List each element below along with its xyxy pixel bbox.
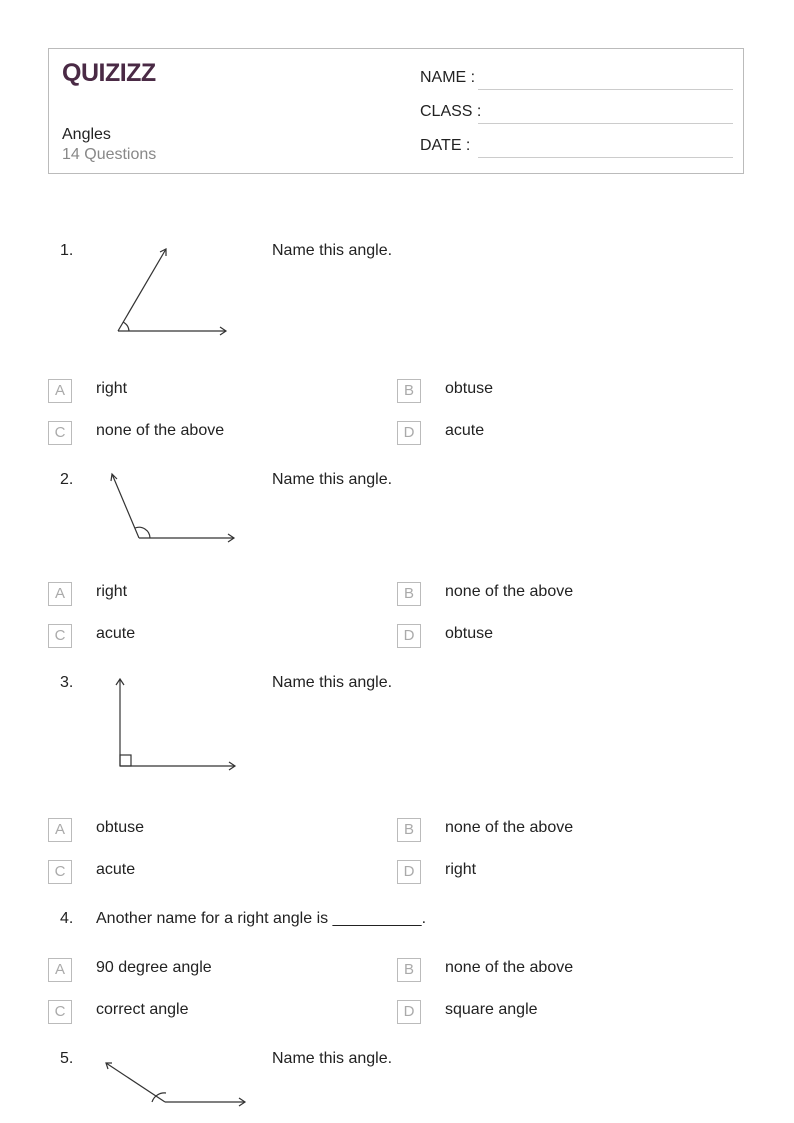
option-text[interactable]: obtuse <box>445 380 494 397</box>
option-letter-box[interactable]: D <box>397 624 421 648</box>
option-text[interactable]: right <box>445 861 477 878</box>
option-letter-box[interactable]: D <box>397 860 421 884</box>
option-letter-box[interactable]: C <box>48 860 72 884</box>
option-text[interactable]: square angle <box>445 1001 538 1018</box>
worksheet-title: Angles <box>62 126 111 143</box>
option-letter-box[interactable]: B <box>397 582 421 606</box>
option-text[interactable]: none of the above <box>445 819 574 836</box>
option-letter-box[interactable]: C <box>48 624 72 648</box>
question-text: Name this angle. <box>272 674 393 691</box>
option-letter-box[interactable]: A <box>48 379 72 403</box>
question-number: 5. <box>60 1050 74 1067</box>
option-letter-box[interactable]: D <box>397 421 421 445</box>
option-text[interactable]: acute <box>445 422 485 439</box>
option-text[interactable]: right <box>96 380 128 397</box>
angle-figure-1 <box>118 249 226 335</box>
question-number: 2. <box>60 471 74 488</box>
angle-figure-5 <box>106 1063 245 1106</box>
option-text[interactable]: obtuse <box>96 819 145 836</box>
option-letter-box[interactable]: A <box>48 958 72 982</box>
option-text[interactable]: 90 degree angle <box>96 959 212 976</box>
option-text[interactable]: obtuse <box>445 625 494 642</box>
option-letter-box[interactable]: A <box>48 818 72 842</box>
angle-figure-3 <box>116 679 235 770</box>
option-text[interactable]: none of the above <box>445 959 574 976</box>
question-text: Another name for a right angle is __________. <box>96 910 427 927</box>
option-letter-box[interactable]: B <box>397 818 421 842</box>
option-letter-box[interactable]: A <box>48 582 72 606</box>
question-number: 3. <box>60 674 74 691</box>
question-text: Name this angle. <box>272 471 393 488</box>
option-letter-box[interactable]: C <box>48 1000 72 1024</box>
option-letter-box[interactable]: D <box>397 1000 421 1024</box>
question-text: Name this angle. <box>272 1050 393 1067</box>
option-text[interactable]: none of the above <box>445 583 574 600</box>
quizizz-logo: QUIZIZZ <box>62 59 156 87</box>
name-label: NAME : <box>420 69 476 86</box>
angle-figure-2 <box>111 474 234 542</box>
question-number: 4. <box>60 910 74 927</box>
option-text[interactable]: right <box>96 583 128 600</box>
class-label: CLASS : <box>420 103 482 120</box>
option-text[interactable]: none of the above <box>96 422 225 439</box>
question-count: 14 Questions <box>62 146 157 163</box>
option-text[interactable]: correct angle <box>96 1001 189 1018</box>
question-text: Name this angle. <box>272 242 393 259</box>
option-letter-box[interactable]: C <box>48 421 72 445</box>
date-label: DATE : <box>420 137 471 154</box>
option-text[interactable]: acute <box>96 861 136 878</box>
option-letter-box[interactable]: B <box>397 958 421 982</box>
option-text[interactable]: acute <box>96 625 136 642</box>
question-number: 1. <box>60 242 74 259</box>
option-letter-box[interactable]: B <box>397 379 421 403</box>
